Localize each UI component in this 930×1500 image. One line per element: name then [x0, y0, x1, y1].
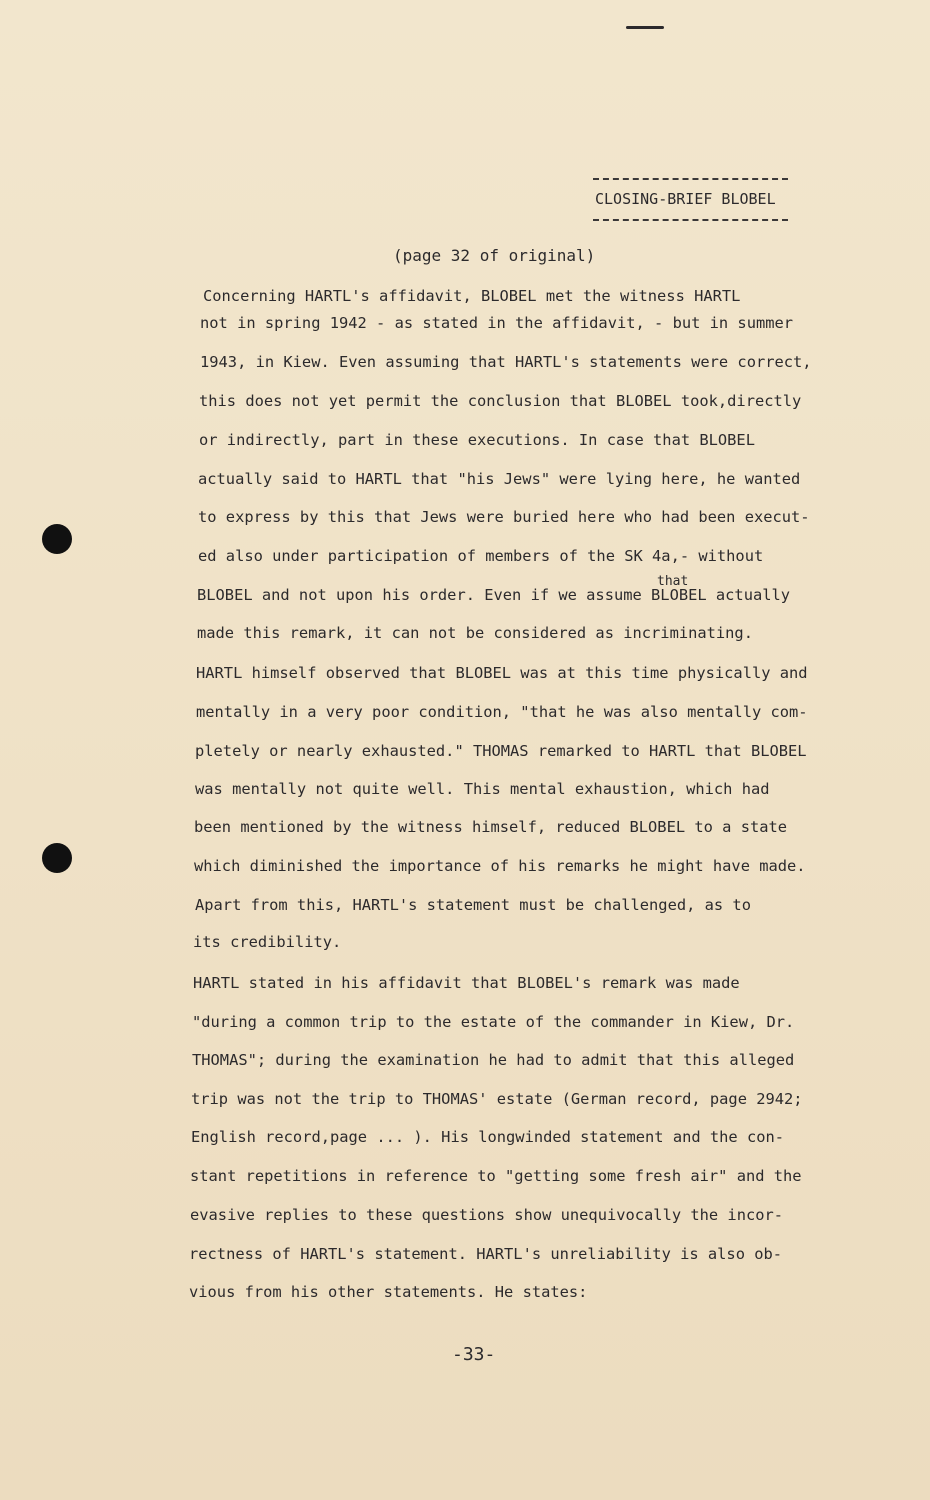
header-rule-bottom [593, 219, 788, 221]
text-line: its credibility. [193, 933, 342, 951]
text-line: not in spring 1942 - as stated in the affidavit, - but in summer [200, 314, 794, 332]
text-line: was mentally not quite well. This mental exhaustion, which had [195, 780, 770, 798]
text-line: pletely or nearly exhausted." THOMAS remarked to HARTL that BLOBEL [195, 742, 807, 760]
text-line: English record,page ... ). His longwinded statement and the con- [191, 1128, 785, 1146]
text-line: rectness of HARTL's statement. HARTL's unreliability is also ob- [189, 1245, 783, 1263]
text-line: evasive replies to these questions show unequivocally the incor- [190, 1206, 784, 1224]
text-line: made this remark, it can not be considered as incriminating. [197, 624, 753, 642]
text-line: Apart from this, HARTL's statement must be challenged, as to [195, 896, 751, 914]
text-line: actually said to HARTL that "his Jews" were lying here, he wanted [198, 470, 801, 488]
text-line: vious from his other statements. He states: [189, 1283, 588, 1301]
header-block [593, 178, 788, 221]
text-line: trip was not the trip to THOMAS' estate (German record, page 2942; [191, 1090, 803, 1108]
punch-hole [42, 524, 72, 554]
text-line: "during a common trip to the estate of the commander in Kiew, Dr. [192, 1013, 795, 1031]
page-number: -33- [452, 1344, 496, 1365]
text-line: which diminished the importance of his remarks he might have made. [194, 857, 806, 875]
ink-mark [626, 26, 664, 29]
page-reference: (page 32 of original) [393, 246, 596, 265]
text-line: Concerning HARTL's affidavit, BLOBEL met the witness HARTL [203, 287, 741, 305]
text-line: THOMAS"; during the examination he had to admit that this alleged [192, 1051, 795, 1069]
text-line: or indirectly, part in these executions. In case that BLOBEL [199, 431, 755, 449]
text-line: ed also under participation of members of the SK 4a,- without [198, 547, 764, 565]
text-line: mentally in a very poor condition, "that he was also mentally com- [196, 703, 808, 721]
text-line: BLOBEL and not upon his order. Even if we assume BLOBEL actually [197, 586, 791, 604]
header-title: CLOSING-BRIEF BLOBEL [595, 190, 776, 208]
text-line: 1943, in Kiew. Even assuming that HARTL's statements were correct, [200, 353, 812, 371]
text-line: this does not yet permit the conclusion that BLOBEL took,directly [199, 392, 802, 410]
text-line: HARTL stated in his affidavit that BLOBEL's remark was made [193, 974, 740, 992]
text-line: stant repetitions in reference to "getting some fresh air" and the [190, 1167, 802, 1185]
text-line: to express by this that Jews were buried here who had been execut- [198, 508, 810, 526]
interlinear-insert: that [657, 574, 689, 589]
text-line: HARTL himself observed that BLOBEL was at this time physically and [196, 664, 808, 682]
text-line: been mentioned by the witness himself, reduced BLOBEL to a state [194, 818, 788, 836]
punch-hole [42, 843, 72, 873]
